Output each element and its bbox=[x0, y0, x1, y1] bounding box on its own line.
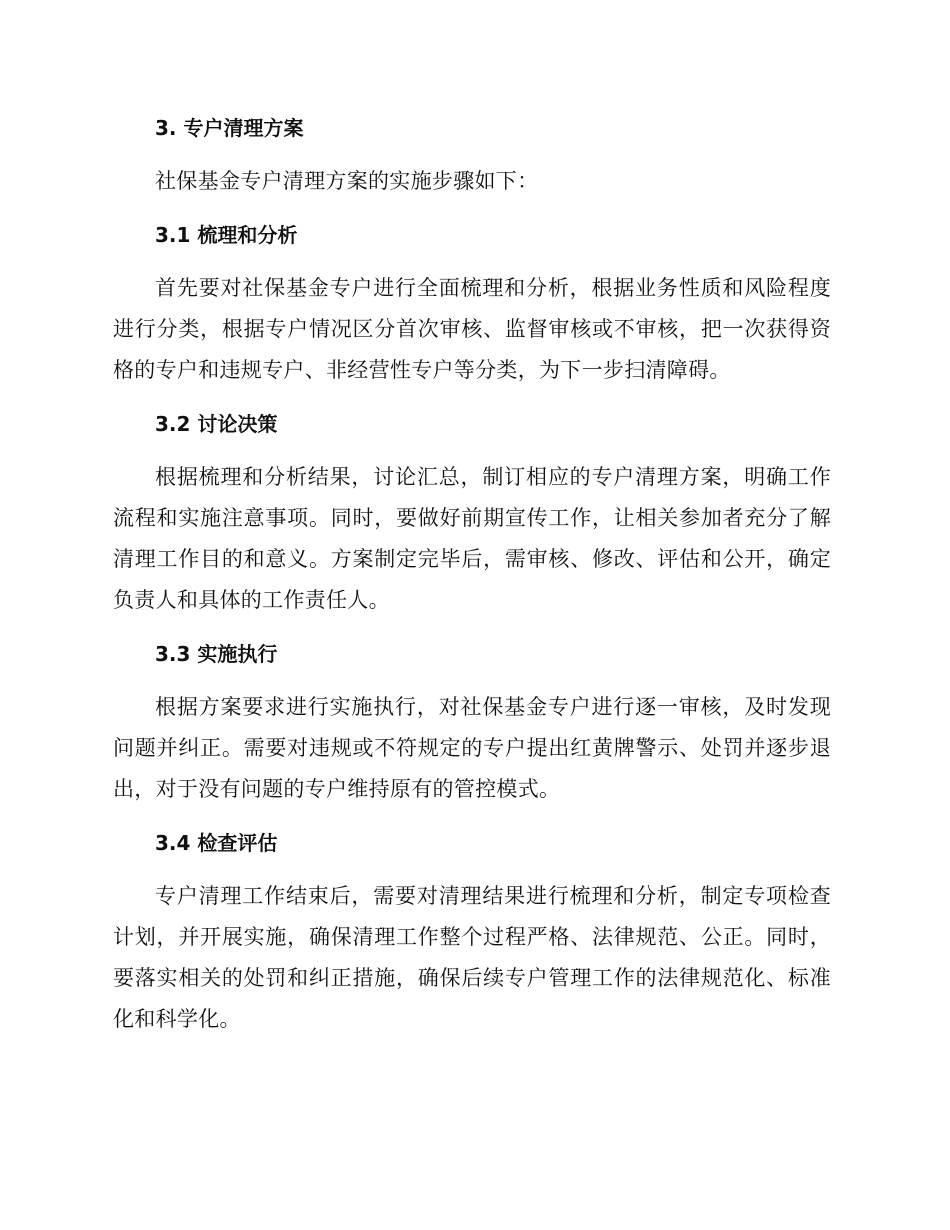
intro-paragraph: 社保基金专户清理方案的实施步骤如下： bbox=[155, 169, 539, 193]
subsection-heading-3-4: 3.4 检查评估 bbox=[155, 831, 278, 855]
section-title: 3. 专户清理方案 bbox=[155, 116, 304, 140]
subsection-body-3-1: 首先要对社保基金专户进行全面梳理和分析，根据业务性质和风险程度进行分类，根据专户情况区分首次审核、监督审核或不审核，把一次获得资格的专户和违规专户、非经营性专户等分类，为下一步扫清障碍。 bbox=[113, 276, 831, 382]
subsection-heading-3-2: 3.2 讨论决策 bbox=[155, 412, 278, 436]
subsection-body-3-4: 专户清理工作结束后，需要对清理结果进行梳理和分析，制定专项检查计划，并开展实施，确保清理工作整个过程严格、法律规范、公正。同时，要落实相关的处罚和纠正措施，确保后续专户管理工作的法律规范化、标准化和科学化。 bbox=[113, 884, 831, 1031]
subsection-body-3-3: 根据方案要求进行实施执行，对社保基金专户进行逐一审核，及时发现问题并纠正。需要对违规或不符规定的专户提出红黄牌警示、处罚并逐步退出，对于没有问题的专户维持原有的管控模式。 bbox=[113, 695, 831, 801]
subsection-heading-3-3: 3.3 实施执行 bbox=[155, 642, 278, 666]
document-body bbox=[113, 108, 831, 1040]
subsection-heading-3-1: 3.1 梳理和分析 bbox=[155, 223, 298, 247]
subsection-body-3-2: 根据梳理和分析结果，讨论汇总，制订相应的专户清理方案，明确工作流程和实施注意事项。同时，要做好前期宣传工作，让相关参加者充分了解清理工作目的和意义。方案制定完毕后，需审核、修改、评估和公开，确定负责人和具体的工作责任人。 bbox=[113, 465, 831, 612]
